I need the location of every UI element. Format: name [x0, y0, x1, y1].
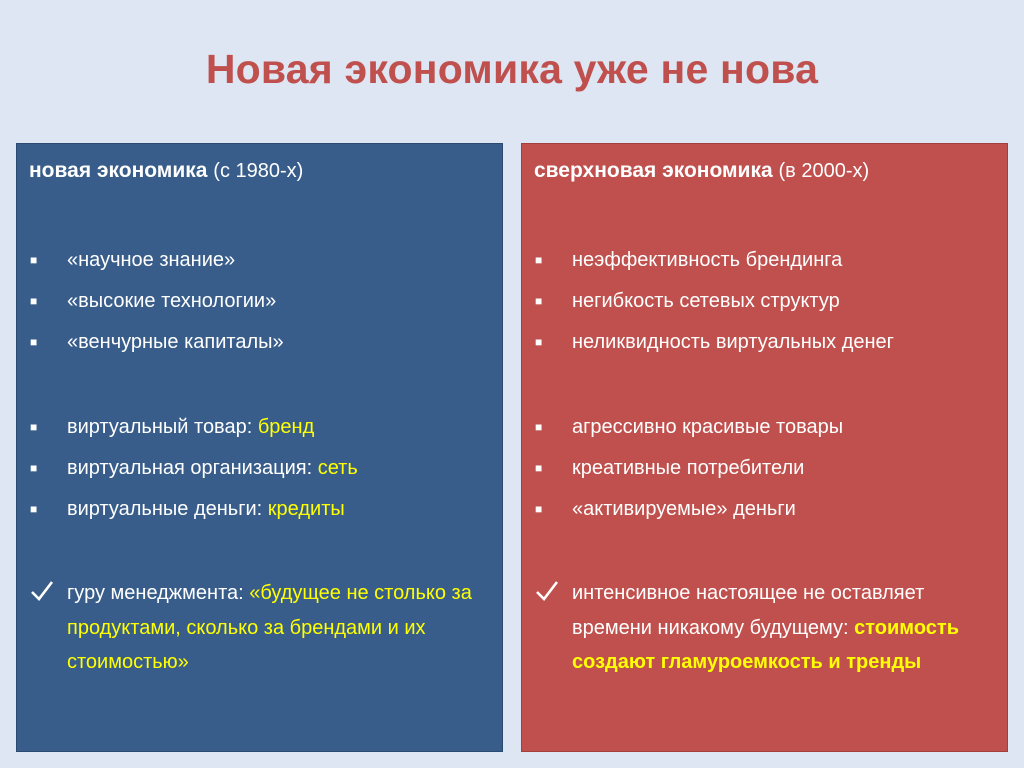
- list-item: ■ виртуальный товар: бренд: [17, 412, 502, 453]
- list-item: ■ «высокие технологии»: [17, 286, 502, 327]
- square-bullet-icon: ■: [30, 253, 38, 267]
- square-bullet-icon: ■: [535, 502, 543, 516]
- highlight-text: сеть: [317, 457, 358, 479]
- list-item: ■ агрессивно красивые товары: [522, 412, 1007, 453]
- heading-period: (в 2000-х): [778, 160, 870, 182]
- list-item: ■ виртуальные деньги: кредиты: [17, 494, 502, 535]
- list-item: ■ «научное знание»: [17, 245, 502, 286]
- list-item: ■ креативные потребители: [522, 453, 1007, 494]
- bullet-group-2: [522, 412, 1007, 535]
- highlight-text: стоимость создают гламуроемкость и тренды: [572, 616, 960, 673]
- list-item: ■ негибкость сетевых структур: [522, 286, 1007, 327]
- heading-main: сверхновая экономика: [534, 159, 773, 182]
- square-bullet-icon: ■: [535, 461, 543, 475]
- highlight-text: бренд: [257, 416, 315, 438]
- square-bullet-icon: ■: [30, 461, 38, 475]
- list-item: ■ неликвидность виртуальных денег: [522, 327, 1007, 368]
- heading-period: (с 1980-х): [213, 160, 304, 182]
- square-bullet-icon: ■: [30, 335, 38, 349]
- panel-heading: [29, 159, 303, 183]
- supernew-economy-panel: сверхновая экономика (в 2000-х) ■ неэффективность брендинга ■ негибкость сетевых структур ■ неликвидность виртуальных денег ■ агрессивно красивые товары ■ креативные потребители ■ «активируемые» деньги интенсивное настоящее не оставляет времени никакому будущему: стоимость создают гламуроемкость и тренды: [521, 143, 1008, 752]
- checkmark-icon: [29, 578, 55, 604]
- square-bullet-icon: ■: [535, 294, 543, 308]
- bullet-group-2: [17, 412, 502, 535]
- highlight-text: «будущее не столько за продуктами, сколько за брендами и их стоимостью»: [67, 582, 472, 673]
- slide-title: Новая экономика уже не нова: [205, 46, 819, 92]
- heading-main: новая экономика: [29, 159, 208, 182]
- list-item: ■ «венчурные капиталы»: [17, 327, 502, 368]
- highlight-text: кредиты: [267, 498, 345, 520]
- list-item: ■ «активируемые» деньги: [522, 494, 1007, 535]
- bullet-group-1: [522, 245, 1007, 368]
- checkmark-icon: [534, 578, 560, 604]
- panel-heading: [534, 159, 869, 183]
- square-bullet-icon: ■: [535, 253, 543, 267]
- square-bullet-icon: ■: [30, 502, 38, 516]
- bullet-group-1: [17, 245, 502, 368]
- list-item: ■ неэффективность брендинга: [522, 245, 1007, 286]
- square-bullet-icon: ■: [535, 420, 543, 434]
- square-bullet-icon: ■: [535, 335, 543, 349]
- square-bullet-icon: ■: [30, 294, 38, 308]
- new-economy-panel: новая экономика (с 1980-х) ■ «научное знание» ■ «высокие технологии» ■ «венчурные капиталы» ■ виртуальный товар: бренд ■ виртуальная организация: сеть ■ виртуальные деньги: кредиты гуру менеджмента: «будущее не столько за продуктами, сколько за брендами и их стоимостью»: [16, 143, 503, 752]
- square-bullet-icon: ■: [30, 420, 38, 434]
- list-item: ■ виртуальная организация: сеть: [17, 453, 502, 494]
